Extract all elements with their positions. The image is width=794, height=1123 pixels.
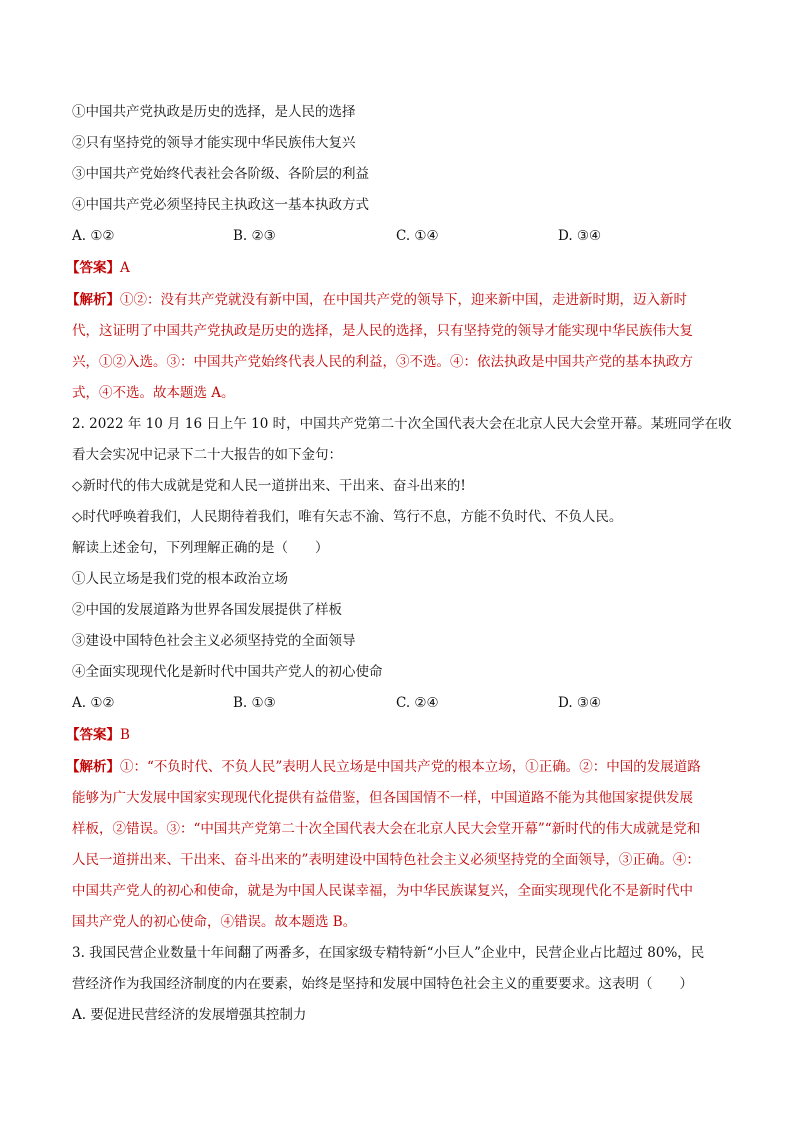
q3-stem-line-2: 营经济作为我国经济制度的内在要素，始终是坚持和发展中国特色社会主义的重要要求。这表明（ ） (72, 976, 693, 992)
q2-stem-line-1: 2. 2022 年 10 月 16 日上午 10 时，中国共产党第二十次全国代表大会在北京人民大会堂开幕。某班同学在收 (72, 416, 732, 432)
q2-option-c: C. ②④ (396, 695, 439, 711)
q2-statement-4: ④全面实现现代化是新时代中国共产党人的初心使命 (72, 664, 383, 680)
answer-value: B (120, 727, 130, 743)
q1-analysis-line-2: 代，这证明了中国共产党执政是历史的选择，是人民的选择，只有坚持党的领导才能实现中华民族伟大复 (72, 323, 693, 339)
q2-option-a: A. ①② (72, 695, 115, 711)
q2-question-prompt: 解读上述金句，下列理解正确的是（ ） (72, 540, 329, 556)
analysis-tag: 【解析】 (66, 292, 120, 308)
q2-analysis-line-5: 中国共产党人的初心和使命，就是为中国人民谋幸福，为中华民族谋复兴，全面实现现代化不是新时代中 (72, 883, 693, 899)
analysis-tag: 【解析】 (66, 759, 120, 775)
q1-option-d: D. ③④ (558, 228, 602, 244)
q2-stem-line-2: 看大会实况中记录下二十大报告的如下金句： (72, 447, 342, 463)
q2-analysis-line-6: 国共产党人的初心使命，④错误。故本题选 B。 (72, 914, 357, 930)
q2-analysis-line-2: 能够为广大发展中国家实现现代化提供有益借鉴，但各国国情不一样，中国道路不能为其他国家提供发展 (72, 790, 693, 806)
q1-analysis-line-1: 【解析】①②：没有共产党就没有新中国，在中国共产党的领导下，迎来新中国，走进新时期，迈入新时 (66, 292, 687, 308)
q2-analysis-line-3: 样板，②错误。③：“中国共产党第二十次全国代表大会在北京人民大会堂开幕”“新时代的伟大成就是党和 (72, 821, 701, 837)
q2-statement-2: ②中国的发展道路为世界各国发展提供了样板 (72, 602, 342, 618)
q2-option-d: D. ③④ (558, 695, 602, 711)
q1-option-b: B. ②③ (233, 228, 276, 244)
q2-quote-1: ◇新时代的伟大成就是党和人民一道拼出来、干出来、奋斗出来的! (72, 478, 466, 494)
q2-answer (66, 725, 718, 745)
q1-option-a: A. ①② (72, 228, 115, 244)
q1-analysis-line-3: 兴，①②入选。③：中国共产党始终代表人民的利益，③不选。④：依法执政是中国共产党的基本执政方 (72, 354, 693, 370)
q1-option-c: C. ①④ (396, 228, 439, 244)
q2-option-b: B. ①③ (233, 695, 276, 711)
q1-analysis-line-4: 式，④不选。故本题选 A。 (72, 385, 235, 401)
q2-analysis-line-4: 人民一道拼出来、干出来、奋斗出来的”表明建设中国特色社会主义必须坚持党的全面领导，③正确。④： (72, 852, 700, 868)
answer-value: A (120, 260, 130, 276)
q2-statement-3: ③建设中国特色社会主义必须坚持党的全面领导 (72, 633, 356, 649)
q2-quote-2: ◇时代呼唤着我们，人民期待着我们，唯有矢志不渝、笃行不息，方能不负时代、不负人民。 (72, 509, 623, 525)
answer-tag: 【答案】 (66, 260, 120, 276)
q1-answer (66, 258, 718, 278)
q3-option-a: A. 要促进民营经济的发展增强其控制力 (72, 1007, 307, 1023)
q1-statement-2: ②只有坚持党的领导才能实现中华民族伟大复兴 (72, 135, 356, 151)
q3-stem-line-1: 3. 我国民营企业数量十年间翻了两番多，在国家级专精特新“小巨人”企业中，民营企业占比超过 80%，民 (72, 945, 705, 961)
q1-statement-1: ①中国共产党执政是历史的选择，是人民的选择 (72, 104, 356, 120)
answer-tag: 【答案】 (66, 727, 120, 743)
q2-statement-1: ①人民立场是我们党的根本政治立场 (72, 571, 288, 587)
q1-statement-3: ③中国共产党始终代表社会各阶级、各阶层的利益 (72, 166, 369, 182)
q1-statement-4: ④中国共产党必须坚持民主执政这一基本执政方式 (72, 197, 369, 213)
q2-analysis-line-1: 【解析】①：“不负时代、不负人民”表明人民立场是中国共产党的根本立场，①正确。②：中国的发展道路 (66, 759, 701, 775)
